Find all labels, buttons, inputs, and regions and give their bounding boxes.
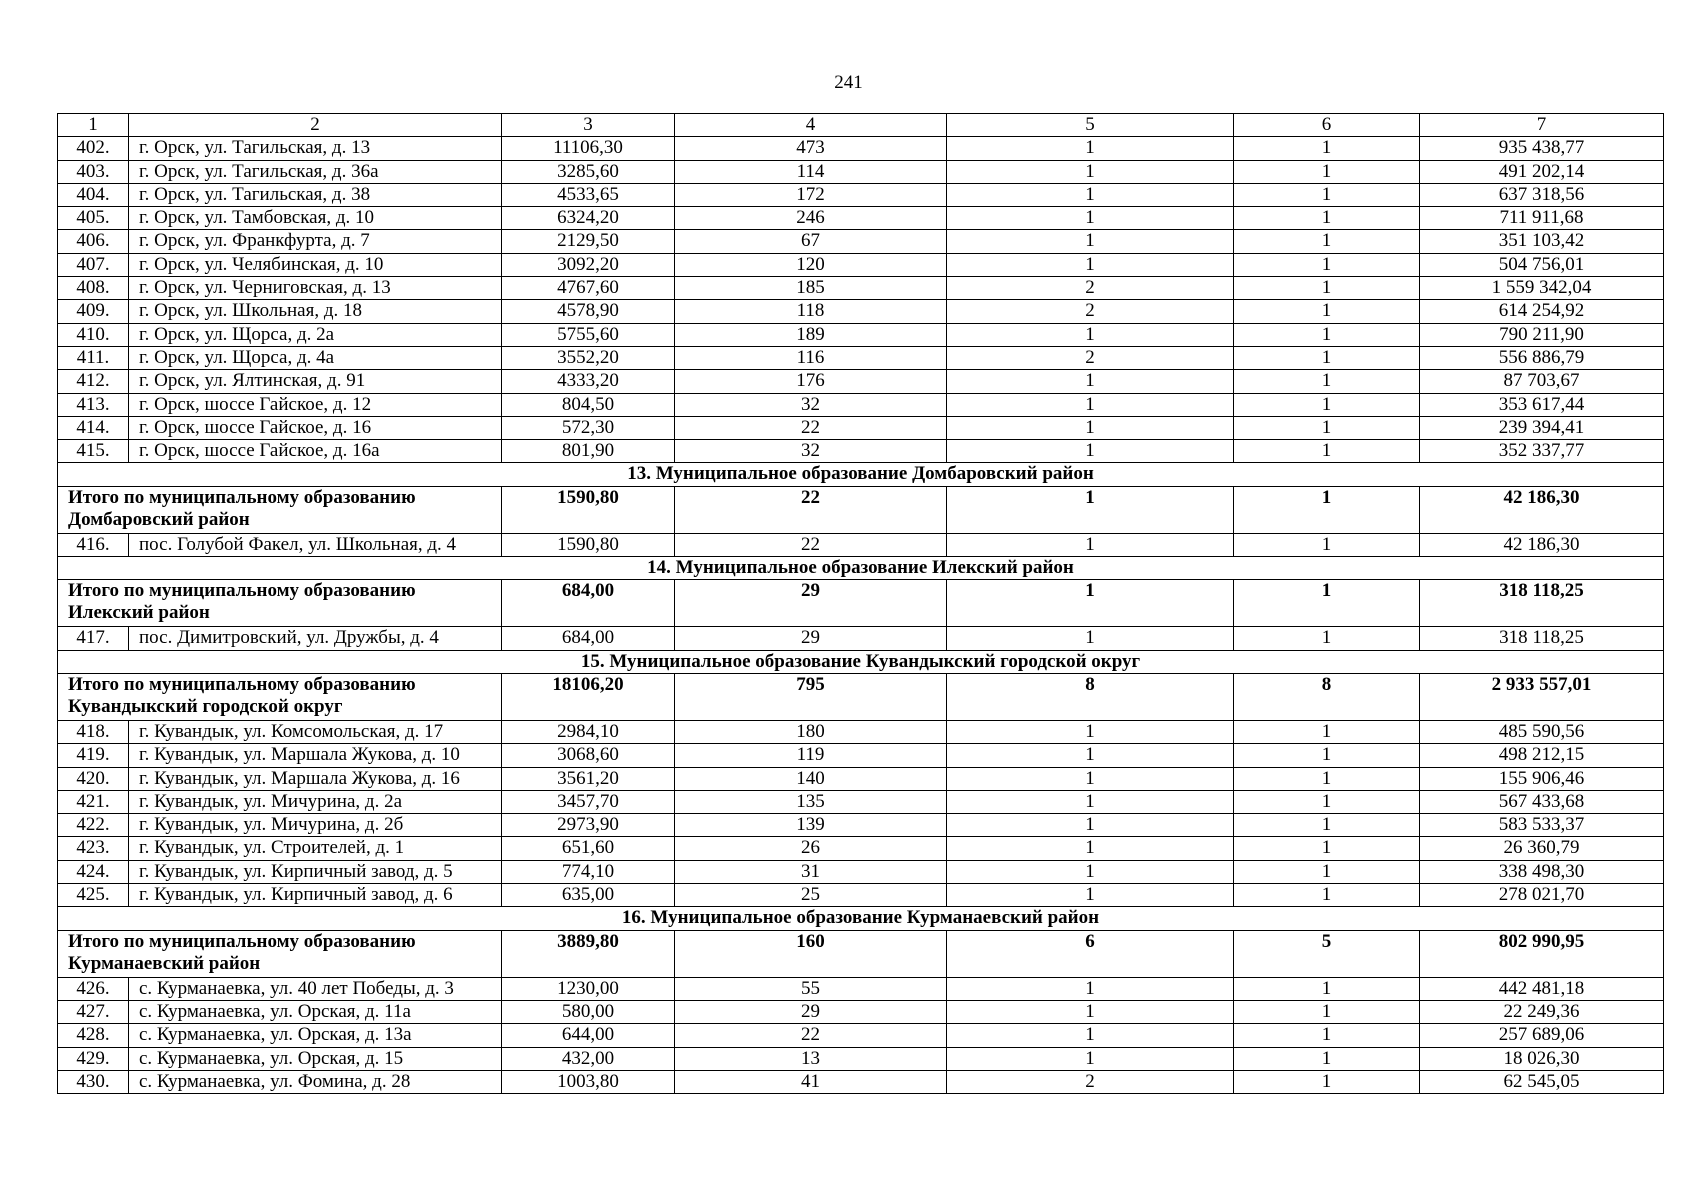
count2-cell: 1 (1234, 977, 1420, 1000)
amount-cell: 338 498,30 (1420, 860, 1664, 883)
total-residents-cell: 795 (675, 673, 947, 720)
amount-cell: 614 254,92 (1420, 300, 1664, 323)
residents-cell: 67 (675, 230, 947, 253)
address-cell: г. Орск, шоссе Гайское, д. 16 (129, 416, 502, 439)
count-cell: 1 (947, 884, 1234, 907)
section-title: 16. Муниципальное образование Курманаевский район (58, 907, 1664, 930)
residents-cell: 140 (675, 767, 947, 790)
header-row (58, 114, 1664, 137)
count-cell: 1 (947, 323, 1234, 346)
residents-cell: 189 (675, 323, 947, 346)
area-cell: 2129,50 (502, 230, 675, 253)
row-number: 410. (58, 323, 129, 346)
row-number: 422. (58, 814, 129, 837)
amount-cell: 352 337,77 (1420, 440, 1664, 463)
row-number: 408. (58, 277, 129, 300)
count-cell: 1 (947, 860, 1234, 883)
area-cell: 1590,80 (502, 533, 675, 556)
total-label: Итого по муниципальному образованию Домбаровский район (58, 486, 502, 533)
count2-cell: 1 (1234, 627, 1420, 650)
area-cell: 572,30 (502, 416, 675, 439)
table-row (58, 323, 1664, 346)
count2-cell: 1 (1234, 1047, 1420, 1070)
row-number: 407. (58, 253, 129, 276)
residents-cell: 26 (675, 837, 947, 860)
area-cell: 4333,20 (502, 370, 675, 393)
count-cell: 1 (947, 790, 1234, 813)
total-row (58, 486, 1664, 533)
count2-cell: 1 (1234, 440, 1420, 463)
amount-cell: 1 559 342,04 (1420, 277, 1664, 300)
count-cell: 1 (947, 137, 1234, 160)
table-row (58, 1047, 1664, 1070)
count-cell: 1 (947, 253, 1234, 276)
count-cell: 1 (947, 720, 1234, 743)
amount-cell: 26 360,79 (1420, 837, 1664, 860)
area-cell: 3457,70 (502, 790, 675, 813)
address-cell: г. Орск, ул. Щорса, д. 2а (129, 323, 502, 346)
section-heading-row (58, 907, 1664, 930)
column-number-1: 1 (58, 114, 129, 137)
amount-cell: 257 689,06 (1420, 1024, 1664, 1047)
area-cell: 635,00 (502, 884, 675, 907)
amount-cell: 556 886,79 (1420, 346, 1664, 369)
row-number: 405. (58, 207, 129, 230)
table-row (58, 884, 1664, 907)
residents-cell: 135 (675, 790, 947, 813)
count-cell: 1 (947, 627, 1234, 650)
count2-cell: 1 (1234, 767, 1420, 790)
area-cell: 804,50 (502, 393, 675, 416)
total-residents-cell: 160 (675, 930, 947, 977)
amount-cell: 790 211,90 (1420, 323, 1664, 346)
residents-cell: 22 (675, 533, 947, 556)
area-cell: 3285,60 (502, 160, 675, 183)
table-row (58, 837, 1664, 860)
address-cell: г. Кувандык, ул. Кирпичный завод, д. 6 (129, 884, 502, 907)
row-number: 426. (58, 977, 129, 1000)
area-cell: 651,60 (502, 837, 675, 860)
address-cell: г. Кувандык, ул. Мичурина, д. 2а (129, 790, 502, 813)
row-number: 412. (58, 370, 129, 393)
count-cell: 1 (947, 183, 1234, 206)
table-row (58, 207, 1664, 230)
section-title: 15. Муниципальное образование Кувандыкский городской округ (58, 650, 1664, 673)
residents-cell: 116 (675, 346, 947, 369)
residents-cell: 32 (675, 440, 947, 463)
area-cell: 6324,20 (502, 207, 675, 230)
count2-cell: 1 (1234, 533, 1420, 556)
count-cell: 2 (947, 346, 1234, 369)
row-number: 429. (58, 1047, 129, 1070)
residents-cell: 32 (675, 393, 947, 416)
total-count2-cell: 5 (1234, 930, 1420, 977)
residents-cell: 13 (675, 1047, 947, 1070)
count2-cell: 1 (1234, 837, 1420, 860)
table-row (58, 860, 1664, 883)
page-number: 241 (834, 72, 863, 93)
row-number: 418. (58, 720, 129, 743)
amount-cell: 239 394,41 (1420, 416, 1664, 439)
row-number: 430. (58, 1070, 129, 1093)
residents-cell: 114 (675, 160, 947, 183)
amount-cell: 637 318,56 (1420, 183, 1664, 206)
total-area-cell: 684,00 (502, 580, 675, 627)
total-amount-cell: 42 186,30 (1420, 486, 1664, 533)
total-area-cell: 3889,80 (502, 930, 675, 977)
row-number: 403. (58, 160, 129, 183)
count-cell: 1 (947, 1024, 1234, 1047)
table-row (58, 1000, 1664, 1023)
table-row (58, 160, 1664, 183)
column-number-4: 4 (675, 114, 947, 137)
row-number: 423. (58, 837, 129, 860)
residents-cell: 185 (675, 277, 947, 300)
residents-cell: 29 (675, 627, 947, 650)
residents-cell: 176 (675, 370, 947, 393)
area-cell: 580,00 (502, 1000, 675, 1023)
count-cell: 2 (947, 1070, 1234, 1093)
address-cell: с. Курманаевка, ул. Фомина, д. 28 (129, 1070, 502, 1093)
table-row (58, 183, 1664, 206)
count2-cell: 1 (1234, 207, 1420, 230)
section-heading-row (58, 557, 1664, 580)
amount-cell: 155 906,46 (1420, 767, 1664, 790)
column-number-6: 6 (1234, 114, 1420, 137)
count2-cell: 1 (1234, 253, 1420, 276)
register-table (57, 113, 1664, 1094)
address-cell: г. Орск, ул. Школьная, д. 18 (129, 300, 502, 323)
count-cell: 1 (947, 814, 1234, 837)
row-number: 417. (58, 627, 129, 650)
row-number: 414. (58, 416, 129, 439)
total-label: Итого по муниципальному образованию Кувандыкский городской округ (58, 673, 502, 720)
total-count2-cell: 8 (1234, 673, 1420, 720)
total-count-cell: 6 (947, 930, 1234, 977)
total-row (58, 673, 1664, 720)
count2-cell: 1 (1234, 884, 1420, 907)
count2-cell: 1 (1234, 277, 1420, 300)
address-cell: г. Орск, шоссе Гайское, д. 12 (129, 393, 502, 416)
row-number: 404. (58, 183, 129, 206)
row-number: 402. (58, 137, 129, 160)
total-count2-cell: 1 (1234, 486, 1420, 533)
count-cell: 1 (947, 767, 1234, 790)
residents-cell: 25 (675, 884, 947, 907)
area-cell: 4533,65 (502, 183, 675, 206)
table-body (58, 114, 1664, 1094)
count-cell: 1 (947, 837, 1234, 860)
total-count-cell: 1 (947, 486, 1234, 533)
address-cell: г. Орск, ул. Тагильская, д. 36а (129, 160, 502, 183)
row-number: 421. (58, 790, 129, 813)
address-cell: г. Кувандык, ул. Маршала Жукова, д. 16 (129, 767, 502, 790)
row-number: 416. (58, 533, 129, 556)
area-cell: 774,10 (502, 860, 675, 883)
residents-cell: 29 (675, 1000, 947, 1023)
total-amount-cell: 802 990,95 (1420, 930, 1664, 977)
total-count2-cell: 1 (1234, 580, 1420, 627)
count2-cell: 1 (1234, 183, 1420, 206)
count2-cell: 1 (1234, 230, 1420, 253)
count2-cell: 1 (1234, 814, 1420, 837)
count-cell: 1 (947, 440, 1234, 463)
amount-cell: 22 249,36 (1420, 1000, 1664, 1023)
residents-cell: 41 (675, 1070, 947, 1093)
count2-cell: 1 (1234, 416, 1420, 439)
column-number-2: 2 (129, 114, 502, 137)
section-title: 13. Муниципальное образование Домбаровский район (58, 463, 1664, 486)
amount-cell: 442 481,18 (1420, 977, 1664, 1000)
table-row (58, 767, 1664, 790)
count2-cell: 1 (1234, 370, 1420, 393)
residents-cell: 22 (675, 416, 947, 439)
count-cell: 1 (947, 160, 1234, 183)
table-row (58, 533, 1664, 556)
amount-cell: 485 590,56 (1420, 720, 1664, 743)
table-row (58, 416, 1664, 439)
address-cell: с. Курманаевка, ул. Орская, д. 13а (129, 1024, 502, 1047)
table-row (58, 137, 1664, 160)
amount-cell: 87 703,67 (1420, 370, 1664, 393)
total-label: Итого по муниципальному образованию Илекский район (58, 580, 502, 627)
column-number-3: 3 (502, 114, 675, 137)
amount-cell: 583 533,37 (1420, 814, 1664, 837)
count2-cell: 1 (1234, 393, 1420, 416)
row-number: 420. (58, 767, 129, 790)
total-count-cell: 1 (947, 580, 1234, 627)
table-row (58, 1070, 1664, 1093)
address-cell: г. Орск, ул. Франкфурта, д. 7 (129, 230, 502, 253)
section-heading-row (58, 463, 1664, 486)
area-cell: 3092,20 (502, 253, 675, 276)
table-row (58, 1024, 1664, 1047)
residents-cell: 119 (675, 744, 947, 767)
address-cell: г. Орск, ул. Тагильская, д. 13 (129, 137, 502, 160)
residents-cell: 55 (675, 977, 947, 1000)
count2-cell: 1 (1234, 1024, 1420, 1047)
row-number: 419. (58, 744, 129, 767)
address-cell: г. Орск, ул. Ялтинская, д. 91 (129, 370, 502, 393)
area-cell: 3068,60 (502, 744, 675, 767)
area-cell: 1230,00 (502, 977, 675, 1000)
area-cell: 801,90 (502, 440, 675, 463)
table-row (58, 790, 1664, 813)
count-cell: 2 (947, 300, 1234, 323)
row-number: 415. (58, 440, 129, 463)
amount-cell: 498 212,15 (1420, 744, 1664, 767)
total-row (58, 930, 1664, 977)
residents-cell: 31 (675, 860, 947, 883)
area-cell: 2973,90 (502, 814, 675, 837)
residents-cell: 172 (675, 183, 947, 206)
amount-cell: 18 026,30 (1420, 1047, 1664, 1070)
amount-cell: 62 545,05 (1420, 1070, 1664, 1093)
total-residents-cell: 29 (675, 580, 947, 627)
area-cell: 4578,90 (502, 300, 675, 323)
count-cell: 1 (947, 1047, 1234, 1070)
residents-cell: 120 (675, 253, 947, 276)
amount-cell: 491 202,14 (1420, 160, 1664, 183)
table-row (58, 814, 1664, 837)
address-cell: г. Орск, ул. Щорса, д. 4а (129, 346, 502, 369)
total-amount-cell: 2 933 557,01 (1420, 673, 1664, 720)
address-cell: с. Курманаевка, ул. Орская, д. 11а (129, 1000, 502, 1023)
table-row (58, 720, 1664, 743)
table-row (58, 253, 1664, 276)
table-row (58, 230, 1664, 253)
address-cell: с. Курманаевка, ул. Орская, д. 15 (129, 1047, 502, 1070)
table-row (58, 977, 1664, 1000)
area-cell: 3552,20 (502, 346, 675, 369)
amount-cell: 935 438,77 (1420, 137, 1664, 160)
count2-cell: 1 (1234, 323, 1420, 346)
total-label: Итого по муниципальному образованию Курманаевский район (58, 930, 502, 977)
amount-cell: 351 103,42 (1420, 230, 1664, 253)
table-row (58, 440, 1664, 463)
total-area-cell: 1590,80 (502, 486, 675, 533)
amount-cell: 318 118,25 (1420, 627, 1664, 650)
area-cell: 2984,10 (502, 720, 675, 743)
table-row (58, 370, 1664, 393)
count2-cell: 1 (1234, 346, 1420, 369)
count-cell: 1 (947, 977, 1234, 1000)
address-cell: г. Кувандык, ул. Кирпичный завод, д. 5 (129, 860, 502, 883)
count-cell: 1 (947, 1000, 1234, 1023)
area-cell: 432,00 (502, 1047, 675, 1070)
count-cell: 1 (947, 533, 1234, 556)
section-title: 14. Муниципальное образование Илекский район (58, 557, 1664, 580)
area-cell: 11106,30 (502, 137, 675, 160)
total-area-cell: 18106,20 (502, 673, 675, 720)
residents-cell: 180 (675, 720, 947, 743)
area-cell: 4767,60 (502, 277, 675, 300)
total-count-cell: 8 (947, 673, 1234, 720)
residents-cell: 246 (675, 207, 947, 230)
row-number: 406. (58, 230, 129, 253)
row-number: 428. (58, 1024, 129, 1047)
count2-cell: 1 (1234, 1070, 1420, 1093)
amount-cell: 504 756,01 (1420, 253, 1664, 276)
residents-cell: 118 (675, 300, 947, 323)
column-number-7: 7 (1420, 114, 1664, 137)
address-cell: г. Кувандык, ул. Мичурина, д. 2б (129, 814, 502, 837)
count2-cell: 1 (1234, 860, 1420, 883)
count2-cell: 1 (1234, 720, 1420, 743)
count2-cell: 1 (1234, 160, 1420, 183)
address-cell: г. Орск, ул. Черниговская, д. 13 (129, 277, 502, 300)
address-cell: г. Орск, ул. Челябинская, д. 10 (129, 253, 502, 276)
table-row (58, 346, 1664, 369)
area-cell: 3561,20 (502, 767, 675, 790)
count-cell: 2 (947, 277, 1234, 300)
address-cell: пос. Голубой Факел, ул. Школьная, д. 4 (129, 533, 502, 556)
address-cell: г. Орск, шоссе Гайское, д. 16а (129, 440, 502, 463)
count-cell: 1 (947, 230, 1234, 253)
row-number: 411. (58, 346, 129, 369)
count2-cell: 1 (1234, 790, 1420, 813)
count2-cell: 1 (1234, 300, 1420, 323)
residents-cell: 139 (675, 814, 947, 837)
total-amount-cell: 318 118,25 (1420, 580, 1664, 627)
row-number: 425. (58, 884, 129, 907)
total-row (58, 580, 1664, 627)
table-row (58, 393, 1664, 416)
address-cell: г. Кувандык, ул. Строителей, д. 1 (129, 837, 502, 860)
row-number: 424. (58, 860, 129, 883)
area-cell: 684,00 (502, 627, 675, 650)
area-cell: 1003,80 (502, 1070, 675, 1093)
count2-cell: 1 (1234, 137, 1420, 160)
area-cell: 5755,60 (502, 323, 675, 346)
table-row (58, 300, 1664, 323)
address-cell: пос. Димитровский, ул. Дружбы, д. 4 (129, 627, 502, 650)
count-cell: 1 (947, 416, 1234, 439)
address-cell: г. Орск, ул. Тагильская, д. 38 (129, 183, 502, 206)
table-row (58, 744, 1664, 767)
total-residents-cell: 22 (675, 486, 947, 533)
area-cell: 644,00 (502, 1024, 675, 1047)
amount-cell: 567 433,68 (1420, 790, 1664, 813)
column-number-5: 5 (947, 114, 1234, 137)
row-number: 409. (58, 300, 129, 323)
row-number: 413. (58, 393, 129, 416)
table-row (58, 627, 1664, 650)
count-cell: 1 (947, 393, 1234, 416)
count2-cell: 1 (1234, 1000, 1420, 1023)
residents-cell: 22 (675, 1024, 947, 1047)
address-cell: г. Орск, ул. Тамбовская, д. 10 (129, 207, 502, 230)
residents-cell: 473 (675, 137, 947, 160)
count-cell: 1 (947, 370, 1234, 393)
count2-cell: 1 (1234, 744, 1420, 767)
amount-cell: 42 186,30 (1420, 533, 1664, 556)
table-row (58, 277, 1664, 300)
address-cell: г. Кувандык, ул. Комсомольская, д. 17 (129, 720, 502, 743)
row-number: 427. (58, 1000, 129, 1023)
address-cell: г. Кувандык, ул. Маршала Жукова, д. 10 (129, 744, 502, 767)
section-heading-row (58, 650, 1664, 673)
address-cell: с. Курманаевка, ул. 40 лет Победы, д. 3 (129, 977, 502, 1000)
amount-cell: 278 021,70 (1420, 884, 1664, 907)
amount-cell: 711 911,68 (1420, 207, 1664, 230)
count-cell: 1 (947, 207, 1234, 230)
amount-cell: 353 617,44 (1420, 393, 1664, 416)
count-cell: 1 (947, 744, 1234, 767)
